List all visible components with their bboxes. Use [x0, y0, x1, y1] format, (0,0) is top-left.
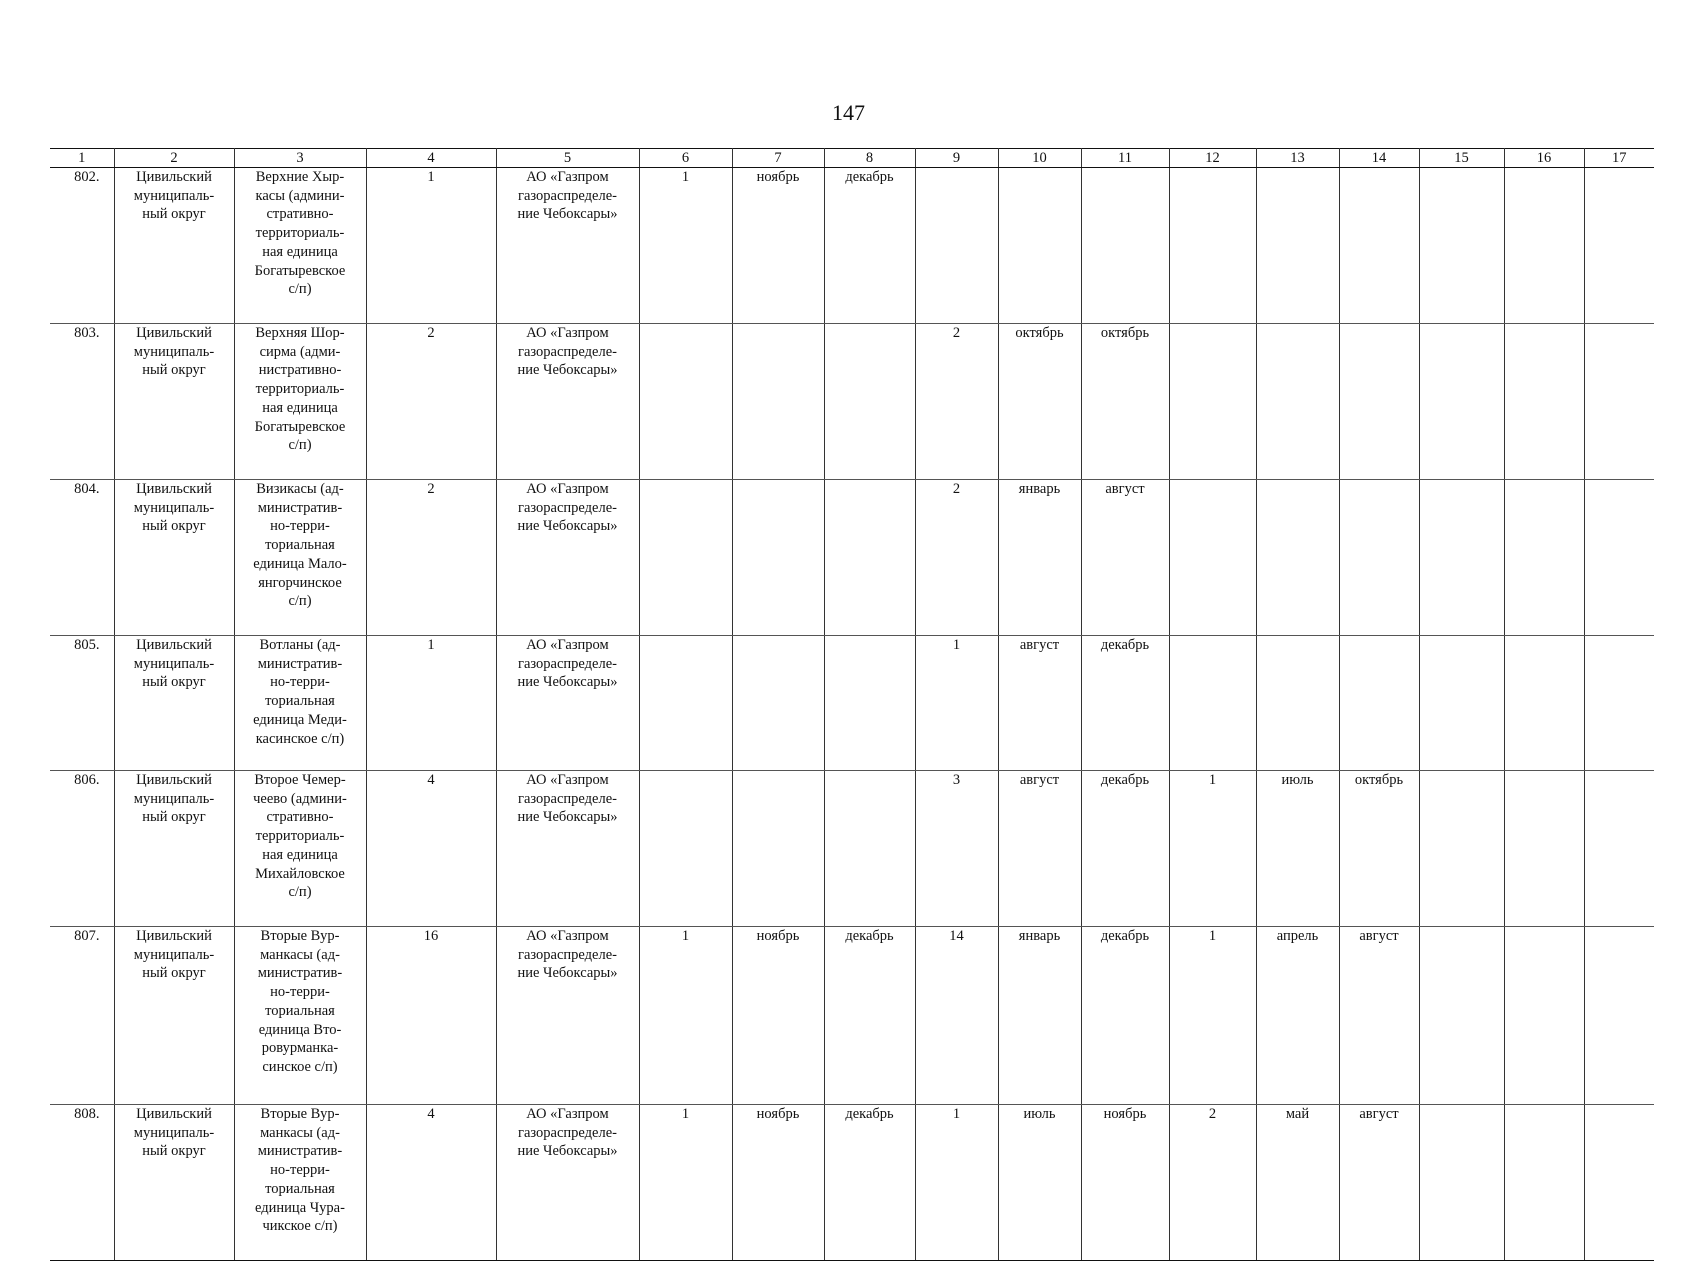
locality-line: министратив- [257, 655, 343, 672]
district-cell [114, 927, 234, 1105]
locality-line: с/п) [288, 281, 312, 298]
column-number-8: 8 [824, 149, 915, 168]
locality-line: Вотланы (ад- [259, 637, 341, 653]
column-number-7: 7 [732, 149, 824, 168]
district-line: Цивильский [136, 1106, 212, 1122]
col-17-cell [1584, 480, 1654, 636]
column-number-10: 10 [998, 149, 1081, 168]
row-number: 805. [50, 636, 114, 771]
column-number-4: 4 [366, 149, 496, 168]
start-1-cell: ноябрь [732, 1105, 824, 1261]
row-number: 808. [50, 1105, 114, 1261]
organization-cell [496, 1105, 639, 1261]
col-17-cell [1584, 636, 1654, 771]
locality-line: с/п) [288, 437, 312, 454]
locality-line: единица Чура- [255, 1199, 345, 1216]
organization-line: газораспределе- [518, 790, 617, 807]
count-1-cell: 1 [639, 1105, 732, 1261]
count-2-cell [915, 168, 998, 324]
count-1-cell [639, 636, 732, 771]
locality-line: единица Меди- [253, 711, 347, 728]
end-3-cell: октябрь [1339, 771, 1419, 927]
start-3-cell: апрель [1256, 927, 1339, 1105]
district-line: ный округ [142, 965, 206, 982]
count-1-cell [639, 480, 732, 636]
end-2-cell: декабрь [1081, 636, 1169, 771]
row-number: 802. [50, 168, 114, 324]
col-15-cell [1419, 324, 1504, 480]
count-2-cell: 2 [915, 480, 998, 636]
column-number-16: 16 [1504, 149, 1584, 168]
locality-cell [234, 771, 366, 927]
locality-line: Богатыревское [254, 262, 346, 279]
col-17-cell [1584, 927, 1654, 1105]
count-1-cell [639, 324, 732, 480]
table-row [50, 927, 1654, 1105]
organization-cell [496, 927, 639, 1105]
end-2-cell: октябрь [1081, 324, 1169, 480]
data-table [50, 148, 1654, 1261]
count-2-cell: 14 [915, 927, 998, 1105]
locality-line: ная единица [262, 846, 338, 863]
start-2-cell: октябрь [998, 324, 1081, 480]
organization-line: АО «Газпром [526, 928, 609, 944]
table-body [50, 168, 1654, 1261]
locality-line: но-терри- [270, 674, 330, 691]
organization-line: ние Чебоксары» [517, 965, 618, 982]
count-2-cell: 2 [915, 324, 998, 480]
table-row [50, 636, 1654, 771]
district-cell [114, 168, 234, 324]
district-line: ный округ [142, 674, 206, 691]
district-line: ный округ [142, 518, 206, 535]
col-17-cell [1584, 771, 1654, 927]
end-2-cell [1081, 168, 1169, 324]
row-number: 807. [50, 927, 114, 1105]
col-16-cell [1504, 636, 1584, 771]
organization-line: АО «Газпром [526, 1106, 609, 1122]
district-line: Цивильский [136, 169, 212, 185]
row-number: 804. [50, 480, 114, 636]
locality-line: территориаль- [255, 828, 345, 845]
locality-line: Верхняя Шор- [255, 325, 345, 341]
start-1-cell [732, 771, 824, 927]
column-number-2: 2 [114, 149, 234, 168]
district-line: муниципаль- [133, 790, 215, 807]
count-1-cell [639, 771, 732, 927]
district-cell [114, 1105, 234, 1261]
organization-line: АО «Газпром [526, 637, 609, 653]
organization-line: газораспределе- [518, 1124, 617, 1141]
district-line: ный округ [142, 1143, 206, 1160]
district-cell [114, 324, 234, 480]
count-3-cell: 1 [1169, 771, 1256, 927]
page-number: 147 [832, 100, 865, 125]
locality-line: нистративно- [258, 362, 342, 379]
locality-cell [234, 636, 366, 771]
organization-line: ние Чебоксары» [517, 674, 618, 691]
organization-line: АО «Газпром [526, 169, 609, 185]
locality-line: Богатыревское [254, 418, 346, 435]
count-1-cell: 1 [639, 927, 732, 1105]
start-3-cell [1256, 168, 1339, 324]
start-2-cell: август [998, 771, 1081, 927]
organization-line: АО «Газпром [526, 325, 609, 341]
col-15-cell [1419, 168, 1504, 324]
locality-line: ная единица [262, 243, 338, 260]
locality-line: стративно- [266, 206, 334, 223]
start-3-cell: май [1256, 1105, 1339, 1261]
count-3-cell [1169, 324, 1256, 480]
total-count-cell: 16 [366, 927, 496, 1105]
start-2-cell: июль [998, 1105, 1081, 1261]
locality-line: но-терри- [270, 1162, 330, 1179]
count-3-cell: 2 [1169, 1105, 1256, 1261]
row-number: 806. [50, 771, 114, 927]
count-2-cell: 1 [915, 1105, 998, 1261]
district-cell [114, 480, 234, 636]
locality-line: но-терри- [270, 518, 330, 535]
locality-line: с/п) [288, 884, 312, 901]
locality-cell [234, 480, 366, 636]
district-line: ный округ [142, 362, 206, 379]
organization-cell [496, 324, 639, 480]
column-number-row [50, 149, 1654, 168]
district-cell [114, 771, 234, 927]
count-3-cell [1169, 636, 1256, 771]
row-number: 803. [50, 324, 114, 480]
locality-line: касинское с/п) [255, 730, 345, 747]
start-2-cell: август [998, 636, 1081, 771]
organization-line: ние Чебоксары» [517, 1143, 618, 1160]
organization-line: ние Чебоксары» [517, 362, 618, 379]
locality-line: Михайловское [255, 865, 345, 882]
total-count-cell: 4 [366, 1105, 496, 1261]
district-cell [114, 636, 234, 771]
locality-line: манкасы (ад- [260, 1124, 340, 1141]
column-number-17: 17 [1584, 149, 1654, 168]
organization-line: ние Чебоксары» [517, 518, 618, 535]
start-1-cell: ноябрь [732, 168, 824, 324]
organization-line: ние Чебоксары» [517, 206, 618, 223]
district-line: Цивильский [136, 772, 212, 788]
end-1-cell [824, 324, 915, 480]
locality-line: янгорчинское [258, 574, 342, 591]
end-1-cell [824, 771, 915, 927]
organization-cell [496, 771, 639, 927]
start-1-cell [732, 636, 824, 771]
locality-line: стративно- [266, 809, 334, 826]
organization-line: газораспределе- [518, 655, 617, 672]
col-17-cell [1584, 168, 1654, 324]
start-2-cell [998, 168, 1081, 324]
district-line: муниципаль- [133, 946, 215, 963]
column-number-6: 6 [639, 149, 732, 168]
locality-line: чеево (админи- [253, 790, 347, 807]
end-3-cell [1339, 480, 1419, 636]
column-number-13: 13 [1256, 149, 1339, 168]
end-1-cell [824, 636, 915, 771]
locality-line: Верхние Хыр- [255, 169, 345, 185]
col-16-cell [1504, 1105, 1584, 1261]
end-2-cell: декабрь [1081, 771, 1169, 927]
start-1-cell [732, 480, 824, 636]
locality-line: ториальная [265, 1180, 335, 1197]
locality-line: министратив- [257, 965, 343, 982]
start-3-cell [1256, 480, 1339, 636]
col-15-cell [1419, 480, 1504, 636]
table-row [50, 1105, 1654, 1261]
district-line: муниципаль- [133, 343, 215, 360]
organization-cell [496, 168, 639, 324]
end-3-cell [1339, 324, 1419, 480]
end-1-cell: декабрь [824, 927, 915, 1105]
district-line: ный округ [142, 206, 206, 223]
locality-line: территориаль- [255, 381, 345, 398]
locality-line: единица Вто- [258, 1021, 342, 1038]
organization-line: АО «Газпром [526, 772, 609, 788]
organization-line: газораспределе- [518, 946, 617, 963]
total-count-cell: 1 [366, 168, 496, 324]
end-3-cell [1339, 168, 1419, 324]
locality-line: Вторые Вур- [260, 928, 340, 944]
col-15-cell [1419, 636, 1504, 771]
column-number-11: 11 [1081, 149, 1169, 168]
district-line: Цивильский [136, 637, 212, 653]
organization-line: ние Чебоксары» [517, 809, 618, 826]
locality-line: ториальная [265, 537, 335, 554]
locality-line: министратив- [257, 499, 343, 516]
locality-cell [234, 168, 366, 324]
column-number-9: 9 [915, 149, 998, 168]
col-15-cell [1419, 771, 1504, 927]
end-3-cell: август [1339, 927, 1419, 1105]
column-number-5: 5 [496, 149, 639, 168]
col-15-cell [1419, 927, 1504, 1105]
count-3-cell [1169, 480, 1256, 636]
locality-line: министратив- [257, 1143, 343, 1160]
locality-cell [234, 1105, 366, 1261]
locality-cell [234, 324, 366, 480]
start-1-cell [732, 324, 824, 480]
district-line: ный округ [142, 809, 206, 826]
col-17-cell [1584, 1105, 1654, 1261]
organization-line: газораспределе- [518, 187, 617, 204]
end-3-cell: август [1339, 1105, 1419, 1261]
start-2-cell: январь [998, 927, 1081, 1105]
column-number-1: 1 [50, 149, 114, 168]
end-1-cell: декабрь [824, 1105, 915, 1261]
locality-line: Вторые Вур- [260, 1106, 340, 1122]
locality-line: но-терри- [270, 984, 330, 1001]
start-3-cell [1256, 636, 1339, 771]
locality-line: синское с/п) [262, 1058, 338, 1075]
end-2-cell: август [1081, 480, 1169, 636]
count-3-cell: 1 [1169, 927, 1256, 1105]
locality-line: единица Мало- [253, 555, 347, 572]
column-number-3: 3 [234, 149, 366, 168]
total-count-cell: 2 [366, 480, 496, 636]
district-line: муниципаль- [133, 1124, 215, 1141]
end-1-cell: декабрь [824, 168, 915, 324]
end-3-cell [1339, 636, 1419, 771]
col-17-cell [1584, 324, 1654, 480]
col-16-cell [1504, 927, 1584, 1105]
locality-line: с/п) [288, 593, 312, 610]
organization-line: АО «Газпром [526, 481, 609, 497]
column-number-12: 12 [1169, 149, 1256, 168]
total-count-cell: 1 [366, 636, 496, 771]
start-1-cell: ноябрь [732, 927, 824, 1105]
column-number-15: 15 [1419, 149, 1504, 168]
district-line: муниципаль- [133, 499, 215, 516]
table-row [50, 324, 1654, 480]
organization-cell [496, 636, 639, 771]
district-line: Цивильский [136, 481, 212, 497]
locality-cell [234, 927, 366, 1105]
total-count-cell: 4 [366, 771, 496, 927]
locality-line: манкасы (ад- [260, 946, 340, 963]
col-16-cell [1504, 480, 1584, 636]
locality-line: касы (админи- [255, 187, 345, 204]
district-line: Цивильский [136, 325, 212, 341]
count-3-cell [1169, 168, 1256, 324]
table-row [50, 480, 1654, 636]
organization-cell [496, 480, 639, 636]
district-line: муниципаль- [133, 655, 215, 672]
end-2-cell: ноябрь [1081, 1105, 1169, 1261]
organization-line: газораспределе- [518, 499, 617, 516]
locality-line: территориаль- [255, 225, 345, 242]
count-2-cell: 3 [915, 771, 998, 927]
start-3-cell [1256, 324, 1339, 480]
district-line: Цивильский [136, 928, 212, 944]
count-1-cell: 1 [639, 168, 732, 324]
organization-line: газораспределе- [518, 343, 617, 360]
count-2-cell: 1 [915, 636, 998, 771]
start-3-cell: июль [1256, 771, 1339, 927]
locality-line: Визикасы (ад- [256, 481, 344, 497]
district-line: муниципаль- [133, 187, 215, 204]
locality-line: ровурманка- [261, 1040, 339, 1057]
locality-line: ная единица [262, 399, 338, 416]
table-row [50, 771, 1654, 927]
total-count-cell: 2 [366, 324, 496, 480]
locality-line: сирма (адми- [259, 343, 341, 360]
locality-line: ториальная [265, 693, 335, 710]
start-2-cell: январь [998, 480, 1081, 636]
col-16-cell [1504, 168, 1584, 324]
locality-line: Второе Чемер- [254, 772, 346, 788]
col-16-cell [1504, 324, 1584, 480]
end-1-cell [824, 480, 915, 636]
col-16-cell [1504, 771, 1584, 927]
column-number-14: 14 [1339, 149, 1419, 168]
col-15-cell [1419, 1105, 1504, 1261]
table-row [50, 168, 1654, 324]
locality-line: чикское с/п) [262, 1218, 338, 1235]
locality-line: ториальная [265, 1002, 335, 1019]
end-2-cell: декабрь [1081, 927, 1169, 1105]
